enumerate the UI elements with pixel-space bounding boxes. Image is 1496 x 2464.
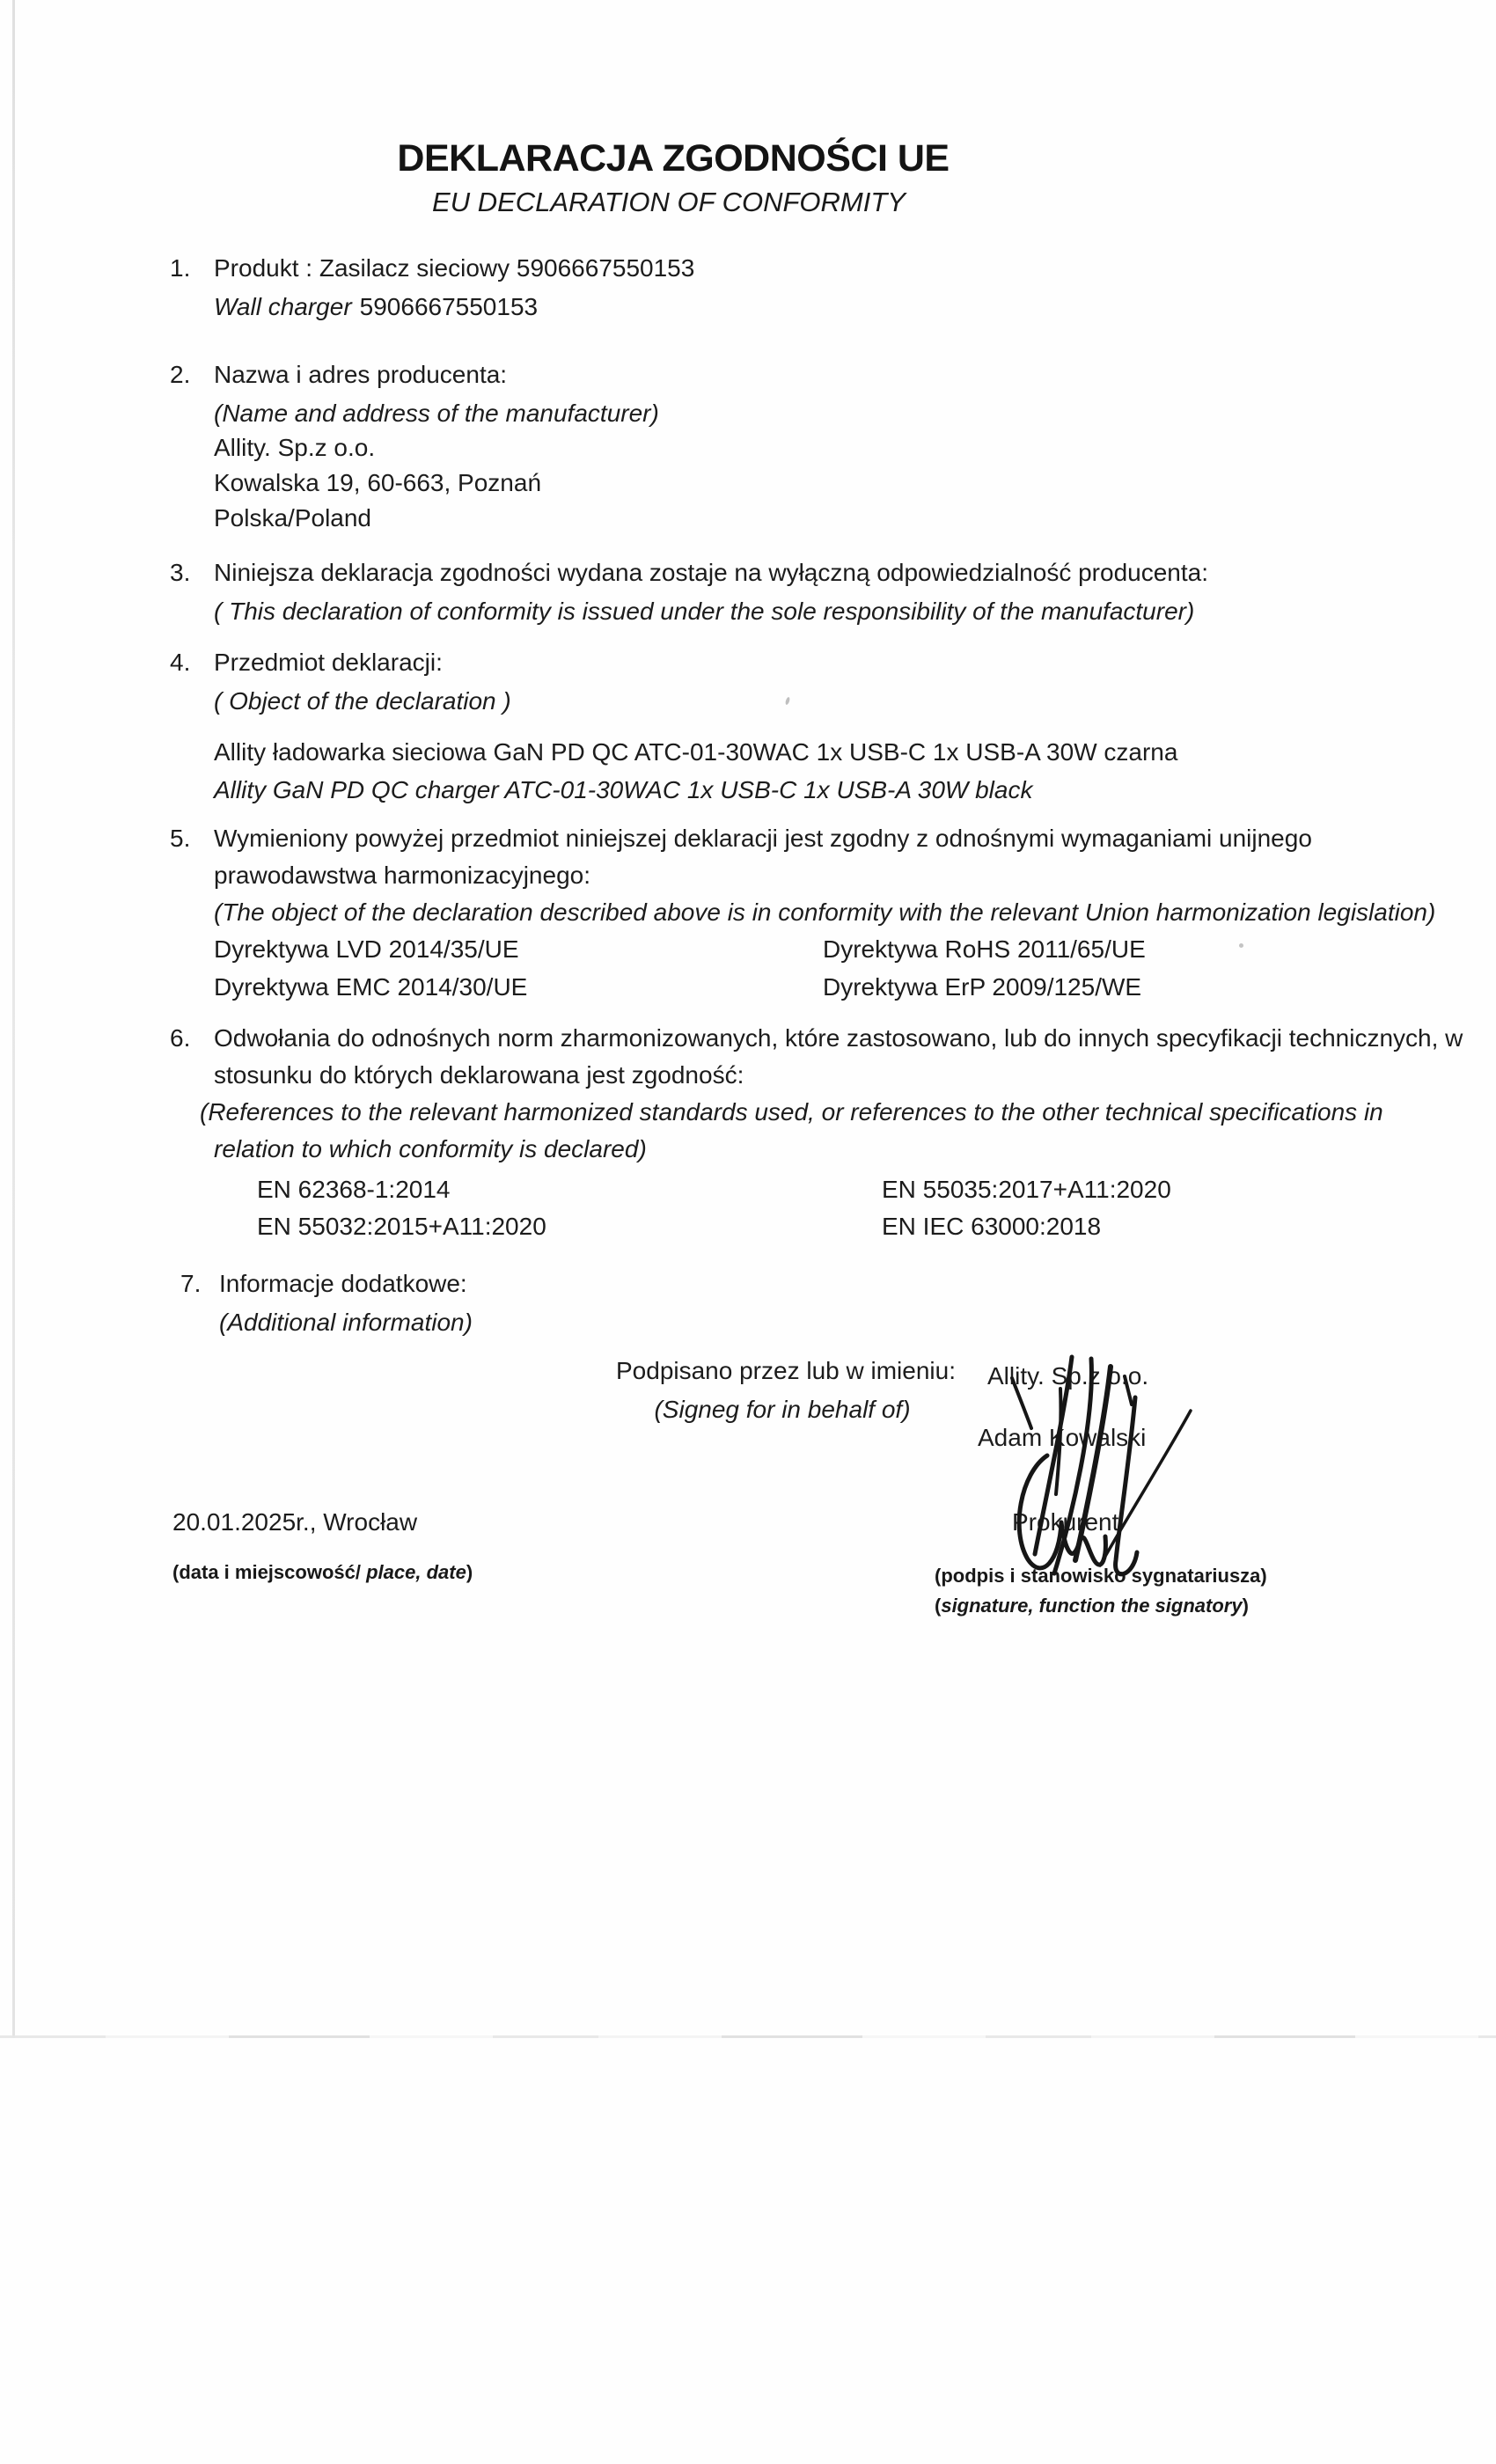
signature-caption-en — [935, 1593, 1249, 1619]
additional-info-pl: Informacje dodatkowe: — [219, 1270, 467, 1297]
standards-col2 — [882, 1171, 1171, 1245]
section-additional-info — [180, 1265, 473, 1342]
product-line-pl: Produkt : Zasilacz sieciowy 5906667550153 — [214, 254, 695, 282]
signatory-function: Prokurent — [1012, 1508, 1119, 1536]
date-caption-close: ) — [466, 1561, 473, 1583]
date-caption-pl: (data i miejscowość/ — [172, 1561, 361, 1583]
handwritten-signature — [1003, 1350, 1214, 1588]
page-title: DEKLARACJA ZGODNOŚCI UE — [397, 137, 950, 180]
signature-caption-pl: (podpis i stanowisko sygnatariusza) — [935, 1565, 1267, 1587]
scan-edge-line — [12, 0, 15, 2038]
date-place-caption — [172, 1559, 473, 1586]
directive-rohs: Dyrektywa RoHS 2011/65/UE — [823, 935, 1146, 963]
signed-by-label — [616, 1357, 956, 1424]
conformity-pl-line1: Wymieniony powyżej przedmiot niniejszej deklaracji jest zgodny z odnośnymi wymaganiami unijnego — [214, 825, 1312, 852]
page-subtitle: EU DECLARATION OF CONFORMITY — [432, 187, 906, 217]
directives-col2 — [823, 930, 1146, 1006]
section-conformity — [170, 820, 1435, 931]
signatory-name: Adam Kowalski — [978, 1424, 1147, 1451]
standard-en55032: EN 55032:2015+A11:2020 — [257, 1213, 546, 1240]
object-product-pl: Allity ładowarka sieciowa GaN PD QC ATC-01-30WAC 1x USB-C 1x USB-A 30W czarna — [214, 738, 1178, 766]
item-number: 4. — [170, 649, 191, 676]
product-line-en — [214, 288, 694, 326]
section-product — [170, 249, 694, 326]
responsibility-pl: Niniejsza deklaracja zgodności wydana zostaje na wyłączną odpowiedzialność producenta: — [214, 559, 1208, 586]
directive-erp: Dyrektywa ErP 2009/125/WE — [823, 973, 1142, 1001]
section-manufacturer — [170, 356, 659, 433]
product-code: 5906667550153 — [359, 293, 539, 320]
manufacturer-heading-en: (Name and address of the manufacturer) — [214, 400, 659, 427]
scan-speck — [1239, 943, 1243, 948]
object-heading-en: ( Object of the declaration ) — [214, 687, 511, 715]
paren-open: ( — [935, 1595, 942, 1617]
signature-caption-en-text: signature, function the signatory — [941, 1595, 1243, 1617]
product-name-en: Wall charger — [214, 293, 352, 320]
responsibility-en: ( This declaration of conformity is issued under the sole responsibility of the manufacturer) — [214, 598, 1195, 625]
item-number: 1. — [170, 254, 191, 282]
directives-col1 — [214, 930, 527, 1006]
section-references — [170, 1020, 1463, 1094]
item-number: 7. — [180, 1270, 202, 1297]
standard-en63000: EN IEC 63000:2018 — [882, 1213, 1102, 1240]
item-number: 2. — [170, 361, 191, 388]
standard-en62368: EN 62368-1:2014 — [257, 1176, 451, 1203]
conformity-en: (The object of the declaration described above is in conformity with the relevant Union harmonization legislation) — [214, 898, 1436, 926]
item-number: 3. — [170, 559, 191, 586]
date-place: 20.01.2025r., Wrocław — [172, 1508, 418, 1536]
manufacturer-address — [214, 430, 541, 536]
references-pl-line1: Odwołania do odnośnych norm zharmonizowanych, które zastosowano, lub do innych specyfikacji technicznych, w — [214, 1024, 1463, 1052]
signed-by-label-pl: Podpisano przez lub w imieniu: — [616, 1357, 956, 1384]
standards-col1 — [257, 1171, 546, 1245]
additional-info-en: (Additional information) — [219, 1309, 473, 1336]
references-en-line1: (References to the relevant harmonized standards used, or references to the other technical specifications in — [200, 1098, 1383, 1126]
manufacturer-heading-pl: Nazwa i adres producenta: — [214, 361, 508, 388]
manufacturer-name: Allity. Sp.z o.o. — [214, 434, 376, 461]
references-en-line2: relation to which conformity is declared) — [214, 1135, 647, 1162]
signed-by-label-en: (Signeg for in behalf of) — [654, 1396, 911, 1423]
manufacturer-street: Kowalska 19, 60-663, Poznań — [214, 469, 542, 496]
item-number: 5. — [170, 825, 191, 852]
directive-lvd: Dyrektywa LVD 2014/35/UE — [214, 935, 519, 963]
item-number: 6. — [170, 1024, 191, 1052]
signing-company: Allity. Sp.z o.o. — [987, 1362, 1149, 1390]
directive-emc: Dyrektywa EMC 2014/30/UE — [214, 973, 528, 1001]
object-product-en: Allity GaN PD QC charger ATC-01-30WAC 1x USB-C 1x USB-A 30W black — [214, 776, 1033, 803]
date-caption-en: place, date — [360, 1561, 466, 1583]
section-object — [170, 643, 511, 721]
conformity-pl-line2: prawodawstwa harmonizacyjnego: — [214, 862, 590, 889]
section-responsibility — [170, 554, 1208, 631]
paren-close: ) — [1242, 1595, 1249, 1617]
object-heading-pl: Przedmiot deklaracji: — [214, 649, 443, 676]
scan-speck — [785, 697, 791, 706]
manufacturer-country: Polska/Poland — [214, 504, 372, 532]
references-pl-line2: stosunku do których deklarowana jest zgodność: — [214, 1061, 744, 1089]
standard-en55035: EN 55035:2017+A11:2020 — [882, 1176, 1171, 1203]
scan-bottom-line — [0, 2035, 1496, 2038]
